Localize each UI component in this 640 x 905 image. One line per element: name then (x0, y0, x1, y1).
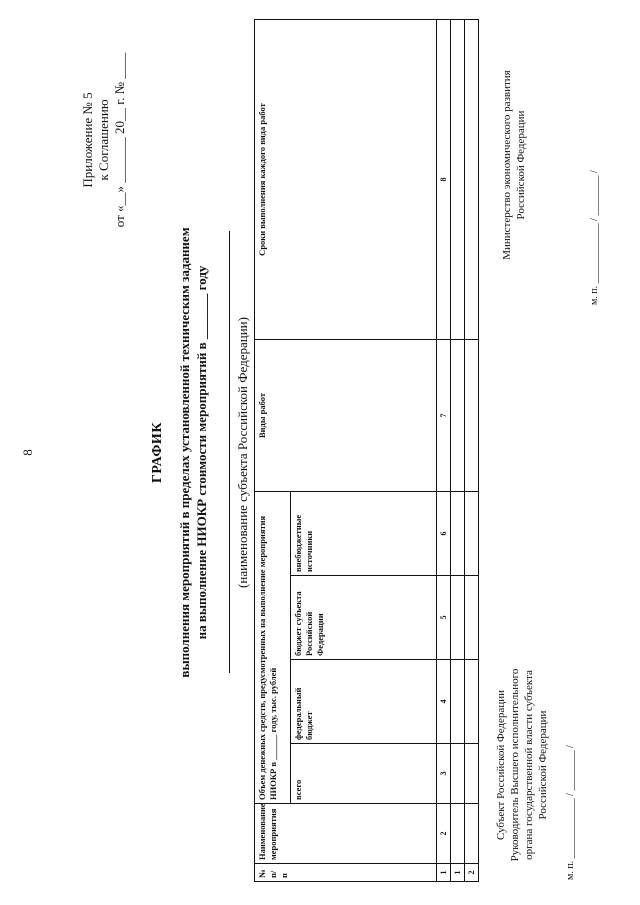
annex-block (80, 25, 128, 255)
signature-left (494, 650, 578, 880)
table-cell (465, 744, 479, 804)
subtitle-line-2: на выполнение НИОКР стоимости мероприятий в _______ году (194, 265, 209, 640)
table-cell (465, 576, 479, 660)
table-cell (465, 804, 479, 864)
header-total: всего (291, 744, 437, 804)
table-cell (451, 660, 465, 744)
table-cell (465, 660, 479, 744)
document-title: ГРАФИК (150, 422, 165, 483)
annex-line-1: Приложение № 5 (80, 92, 95, 188)
table-row (465, 20, 479, 882)
schedule-table (254, 19, 479, 882)
header-volume: Объем денежных средств, предусмотренных на выполнение мероприятия НИОКР в ______ году, тыс. рублей (255, 492, 291, 804)
page-number: 8 (20, 449, 35, 456)
annex-line-3: от «__» _______ 20__ г. № ____ (112, 52, 127, 228)
col-number: 2 (437, 804, 451, 864)
row-number: 2 (465, 864, 479, 882)
subtitle-line-1: выполнения мероприятий в пределах установленной техническим заданием (177, 227, 192, 678)
header-federal: федеральный бюджет (291, 660, 437, 744)
table-row (451, 20, 465, 882)
column-number-row (437, 20, 451, 882)
header-work-types: Виды работ (255, 340, 437, 492)
col-number: 1 (437, 864, 451, 882)
signature-right (500, 25, 602, 305)
table-cell (451, 492, 465, 576)
col-number: 6 (437, 492, 451, 576)
sig-left-line-4: Российской Федерации (537, 710, 549, 820)
header-name: Наименование мероприятия (255, 804, 437, 864)
col-number: 8 (437, 20, 451, 340)
header-deadlines: Сроки выполнения каждого вида работ (255, 20, 437, 340)
sig-left-line-1: Субъект Российской Федерации (495, 690, 507, 840)
col-number: 3 (437, 744, 451, 804)
sig-left-sign-line: м. п. ____________ / ________ / (565, 745, 576, 880)
region-label: (наименование субъекта Российской Федерации) (235, 317, 250, 588)
table-cell (465, 492, 479, 576)
col-number: 5 (437, 576, 451, 660)
table-cell (451, 576, 465, 660)
document-subtitle (176, 0, 210, 905)
sig-right-line-2: Российской Федерации (515, 110, 527, 220)
region-underline (229, 231, 230, 673)
annex-line-2: к Соглашению (96, 99, 111, 181)
header-offbudget: внебюджетные источники (291, 492, 437, 576)
header-regional: бюджет субъекта Российской Федерации (291, 576, 437, 660)
sig-right-sign-line: м. п. ____________ / ________ / (589, 170, 600, 305)
sig-left-line-3: органа государственной власти субъекта (523, 670, 535, 860)
table-cell (465, 20, 479, 340)
col-number: 4 (437, 660, 451, 744)
table-cell (451, 20, 465, 340)
table-cell (451, 804, 465, 864)
header-num: № п/п (255, 864, 437, 882)
row-number: 1 (451, 864, 465, 882)
table-cell (451, 340, 465, 492)
table-cell (465, 340, 479, 492)
sig-right-line-1: Министерство экономического развития (501, 70, 513, 260)
table-cell (451, 744, 465, 804)
col-number: 7 (437, 340, 451, 492)
sig-left-line-2: Руководитель Высшего исполнительного (509, 668, 521, 862)
